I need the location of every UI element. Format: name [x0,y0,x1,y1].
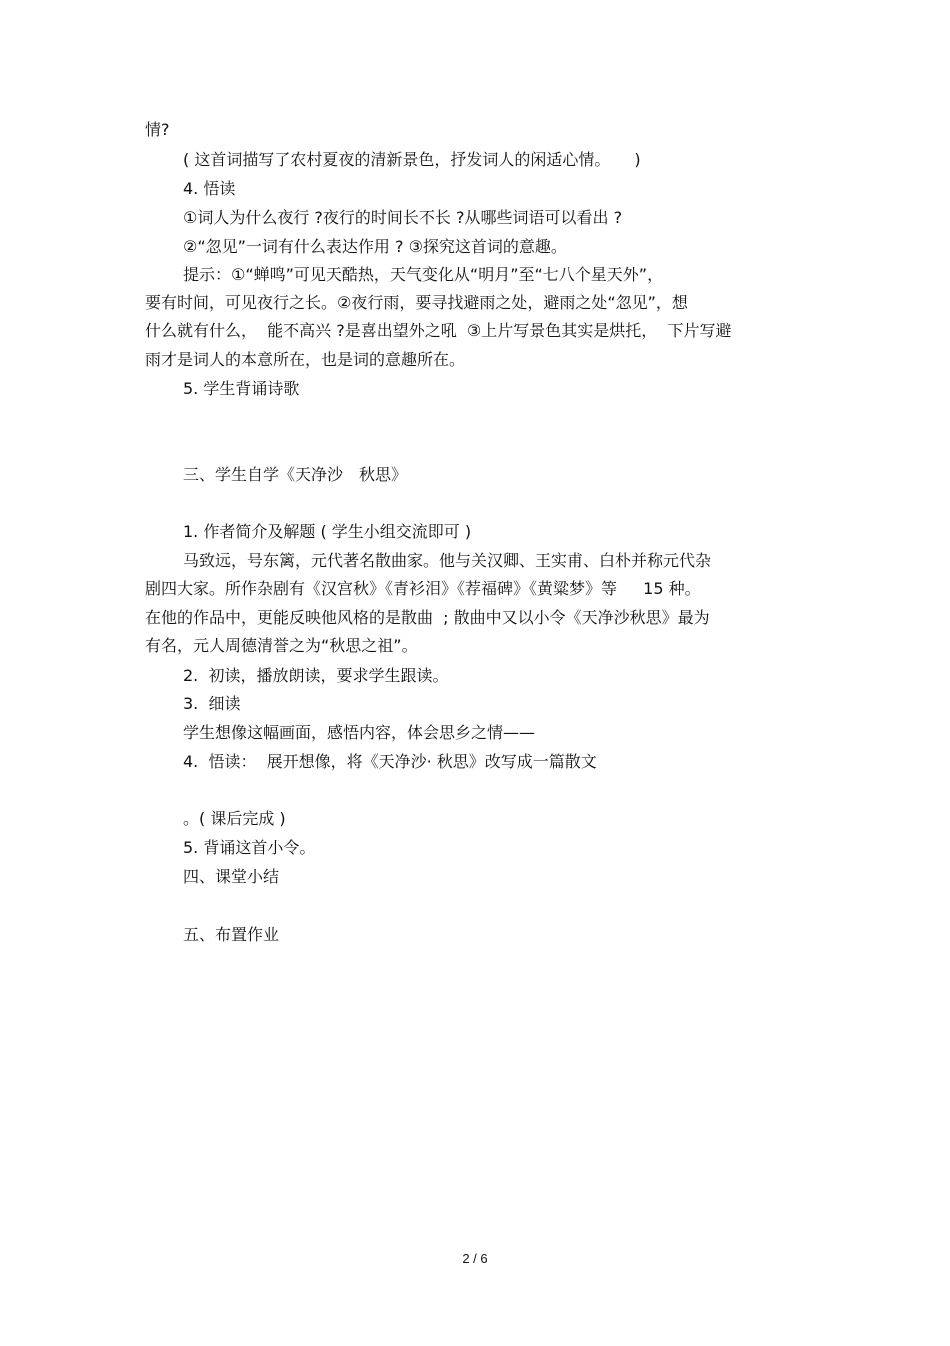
text-line: 在他的作品中，更能反映他风格的是散曲 ; 散曲中又以小令《天净沙秋思》最为 [145,608,710,627]
text-line: 1. 作者简介及解题 ( 学生小组交流即可 ) [183,522,472,541]
text-line: 什么就有什么， 能不高兴 ?是喜出望外之吼 ③上片写景色其实是烘托， 下片写避 [145,321,732,340]
text-line: 4. 悟读 [183,179,236,198]
text-line: ( 这首词描写了农村夏夜的清新景色，抒发词人的闲适心情。 ) [183,150,641,169]
text-line: 情? [145,120,170,139]
text-line: 有名，元人周德清誉之为“秋思之祖”。 [145,636,418,655]
section-heading: 四、课堂小结 [183,867,280,886]
page-number: 2 / 6 [462,1251,488,1266]
text-line: 2. 初读，播放朗读，要求学生跟读。 [183,666,449,685]
section-heading: 三、学生自学《天净沙 秋思》 [183,465,408,484]
text-line: 4. 悟读： 展开想像，将《天净沙· 秋思》改写成一篇散文 [183,752,597,771]
text-line: ①词人为什么夜行 ?夜行的时间长不长 ?从哪些词语可以看出 ? [183,208,623,227]
text-line: 5. 背诵这首小令。 [183,838,316,857]
text-line: 提示：①“蝉鸣”可见天酷热，天气变化从“明月”至“七八个星天外”， [183,265,664,284]
text-line: 雨才是词人的本意所在，也是词的意趣所在。 [145,350,466,369]
section-heading: 五、布置作业 [183,925,280,944]
text-line: 要有时间，可见夜行之长。②夜行雨，要寻找避雨之处，避雨之处“忽见”，想 [145,293,688,312]
text-line: 。( 课后完成 ) [183,809,286,828]
text-line: 剧四大家。所作杂剧有《汉宫秋》《青衫泪》《荐福碑》《黄粱梦》等 15 种。 [145,579,701,598]
text-line: 5. 学生背诵诗歌 [183,379,300,398]
text-line: 马致远，号东篱，元代著名散曲家。他与关汉卿、王实甫、白朴并称元代杂 [183,551,712,570]
text-line: 学生想像这幅画面，感悟内容，体会思乡之情—— [183,723,536,742]
text-line: ②“忽见”一词有什么表达作用 ? ③探究这首词的意趣。 [183,237,567,256]
text-line: 3. 细读 [183,694,241,713]
